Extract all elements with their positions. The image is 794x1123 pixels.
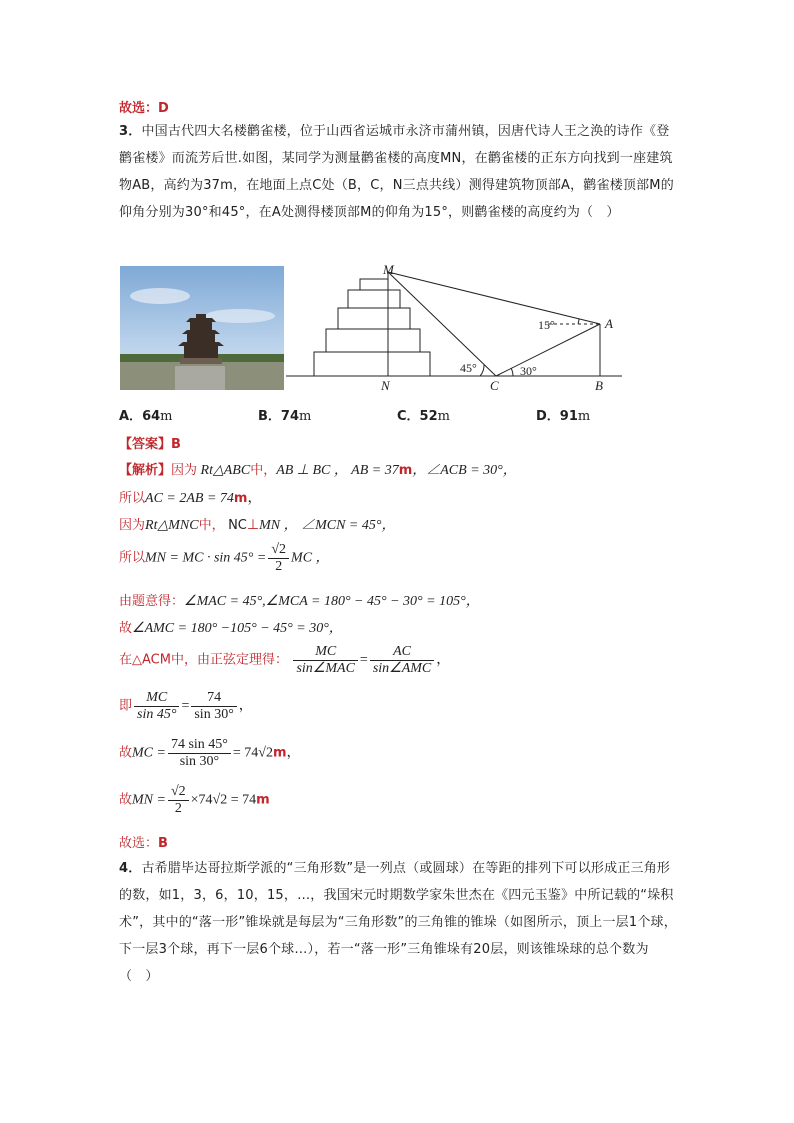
- label-C: C: [490, 378, 499, 393]
- answer-line: 【答案】B: [119, 437, 181, 452]
- analysis-line-6: 故∠AMC = 180° −105° − 45° = 30°，: [119, 621, 343, 636]
- option-c[interactable]: C．52m: [397, 409, 450, 424]
- angle-45-label: 45°: [460, 361, 477, 375]
- analysis-line-10: 故MN = $\frac{√2}{2}$ ×74√2 = 74m: [119, 784, 270, 816]
- geometry-figure: [286, 262, 626, 396]
- analysis-line-5: 由题意得：∠MAC = 45°,∠MCA = 180° − 45° − 30° = 105°，: [119, 594, 480, 609]
- analysis-line-7: 在△ACM中，由正弦定理得： $\frac{MC}{\text{sin∠MAC}}$ = $\frac{AC}{\text{sin∠AMC}}$ ，: [119, 644, 451, 676]
- q3-final-answer: 故选：B: [119, 836, 168, 851]
- tower-photo: [120, 266, 284, 390]
- label-A: A: [605, 316, 613, 331]
- fraction: $\frac{√2}{2}$: [268, 542, 289, 575]
- option-d[interactable]: D．91m: [536, 409, 591, 424]
- option-a[interactable]: A．64m: [119, 409, 173, 424]
- angle-15-label: 15°: [538, 318, 555, 332]
- analysis-line-9: 故MC = $\frac{74 \sin 45^\circ}{\sin 30^\circ}$ = 74√2m，: [119, 737, 301, 769]
- question-4-stem: 4．古希腊毕达哥拉斯学派的“三角形数”是一列点（或圆球）在等距的排列下可以形成正三角形的数，如1，3，6，10，15，…，我国宋元时期数学家朱世杰在《四元玉鉴》中所记载的“垛积术”，其中的“落一形”锥垛就是每层为“三角形数”的三角锥的锥垛（如图所示，顶上一层1个球，下一层3个球，再下一层6个球…），若一“落一形”三角锥垛有20层，则该锥垛球的总个数为（ ）: [119, 861, 677, 984]
- analysis-line-4: 所以MN = MC · sin 45° = $\frac{√2}{2}$ MC ，: [119, 542, 330, 574]
- analysis-line-2: 所以AC = 2AB = 74m，: [119, 491, 262, 506]
- question-3-stem: 3．中国古代四大名楼鹳雀楼，位于山西省运城市永济市蒲州镇，因唐代诗人王之涣的诗作《登鹳雀楼》而流芳后世.如图，某同学为测量鹳雀楼的高度MN，在鹳雀楼的正东方向找到一座建筑物AB，高约为37m，在地面上点C处（B，C，N三点共线）测得建筑物顶部A，鹳雀楼顶部M的仰角分别为30°和45°，在A处测得楼顶部M的仰角为15°，则鹳雀楼的高度约为（ ）: [119, 124, 674, 220]
- label-N: N: [381, 378, 390, 393]
- analysis-line-3: 因为Rt△MNC中， NC⊥MN ， ∠MCN = 45°，: [119, 518, 396, 533]
- label-M: M: [383, 262, 394, 277]
- analysis-line-1: 【解析】因为 Rt△ABC中，AB ⊥ BC ， AB = 37m，∠ACB = 30°，: [119, 463, 517, 478]
- prev-answer: 故选：D: [119, 101, 169, 116]
- analysis-line-8: 即 $\frac{MC}{\sin 45^\circ}$ = $\frac{74}{\sin 30^\circ}$ ，: [119, 690, 253, 722]
- label-B: B: [595, 378, 603, 393]
- option-b[interactable]: B．74m: [258, 409, 312, 424]
- angle-30-label: 30°: [520, 364, 537, 378]
